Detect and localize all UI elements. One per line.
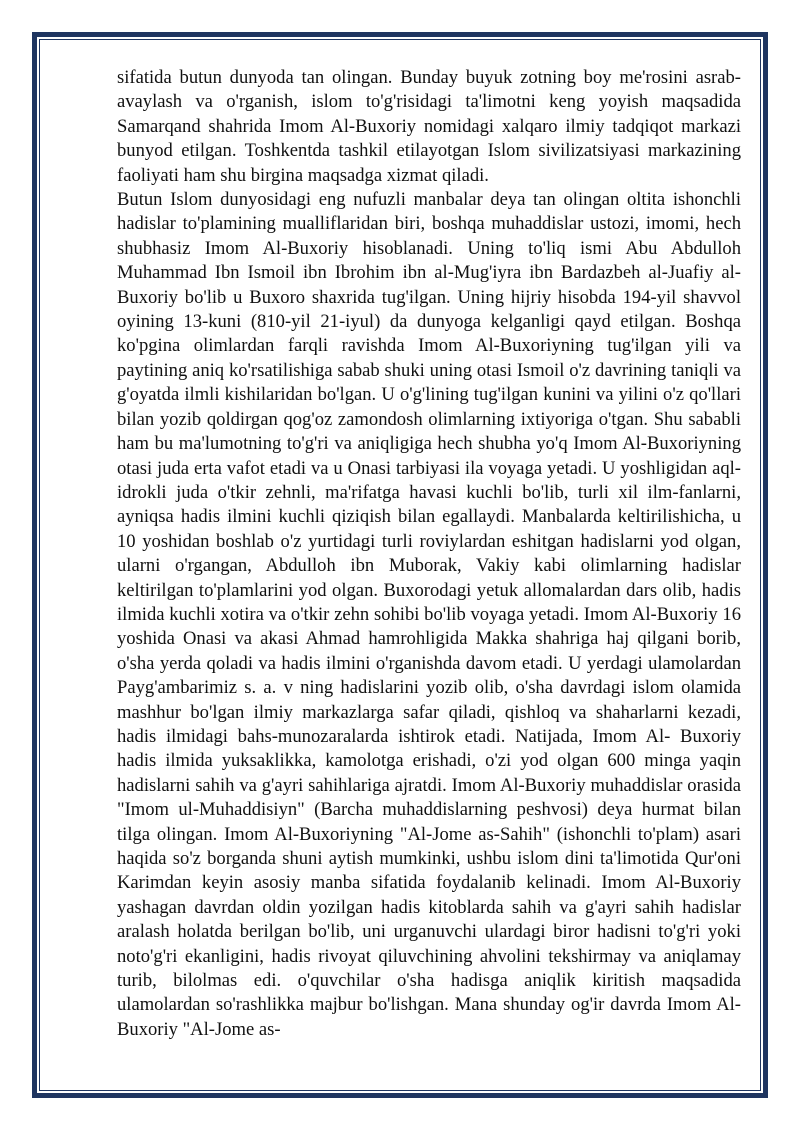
document-body [117, 66, 741, 1042]
paragraph-continuation: sifatida butun dunyoda tan olingan. Bunday buyuk zotning boy me'rosini asrab-avaylash va o'rganish, islom to'g'risidagi ta'limotni keng yoyish maqsadida Samarqand shahrida Imom Al-Buxoriy nomidagi xalqaro ilmiy tadqiqot markazi bunyod etilgan. Toshkentda tashkil etilayotgan Islom sivilizatsiyasi markazining faoliyati ham shu birgina maqsadga xizmat qiladi. [117, 67, 741, 186]
paragraph-imom-al-buxoriy-biography: Butun Islom dunyosidagi eng nufuzli manbalar deya tan olingan oltita ishonchli hadislar to'plamining mualliflaridan biri, boshqa muhaddislar ustozi, imomi, hech shubhasiz Imom Al-Buxoriy hisoblanadi. Uning to'liq ismi Abu Abdulloh Muhammad Ibn Ismoil ibn Ibrohim ibn al-Mug'iyra ibn Bardazbeh al-Juafiy al-Buxoriy bo'lib u Buxoro shaxrida tug'ilgan. Uning hijriy hisobda 194-yil shavvol oyining 13-kuni (810-yil 21-iyul) da dunyoga kelganligi qayd etilgan. Boshqa ko'pgina olimlardan farqli ravishda Imom Al-Buxoriyning tug'ilgan yili va paytining aniq ko'rsatilishiga sabab shuki uning otasi Ismoil o'z davrining taniqli va g'oyatda ilmli kishilaridan bo'lgan. U o'g'lining tug'ilgan kunini va yilini o'z qo'llari bilan yozib qoldirgan qog'oz zamondosh olimlarning ixtiyoriga o'tgan. Shu sababli ham bu ma'lumotning to'g'ri va aniqligiga hech shubha yo'q Imom Al-Buxoriyning otasi juda erta vafot etadi va u Onasi tarbiyasi ila voyaga yetadi. U yoshligidan aql-idrokli juda o'tkir zehnli, ma'rifatga havasi kuchli bo'lib, turli xil ilm-fanlarni, ayniqsa hadis ilmini kuchli qiziqish bilan egallaydi. Manbalarda keltirilishicha, u 10 yoshidan boshlab o'z yurtidagi turli roviylardan eshitgan hadislarni yod olgan, ularni o'rgangan, Abdulloh ibn Muborak, Vakiy kabi olimlarning hadislar keltirilgan to'plamlarini yod olgan. Buxorodagi yetuk allomalardan dars olib, hadis ilmida kuchli xotira va o'tkir zehn sohibi bo'lib voyaga yetadi. Imom Al-Buxoriy 16 yoshida Onasi va akasi Ahmad hamrohligida Makka shahriga haj qilgani borib, o'sha yerda qoladi va hadis ilmini o'rganishda davom etadi. U yerdagi ulamolardan Payg'ambarimiz s. a. v ning hadislarini yozib olib, o'sha davrdagi islom olamida mashhur bo'lgan ilmiy markazlarga safar qiladi, qishloq va shaharlarni kezadi, hadis ilmidagi bahs-munozaralarda ishtirok etadi. Natijada, Imom Al- Buxoriy hadis ilmida yuksaklikka, kamolotga erishadi, o'zi yod olgan 600 minga yaqin hadislarni sahih va g'ayri sahihlariga ajratdi. Imom Al-Buxoriy muhaddislar orasida "Imom ul-Muhaddisiyn" (Barcha muhaddislarning peshvosi) deya hurmat bilan tilga olingan. Imom Al-Buxoriyning "Al-Jome as-Sahih" (ishonchli to'plam) asari haqida so'z borganda shuni aytish mumkinki, ushbu islom dini ta'limotida Qur'oni Karimdan keyin asosiy manba sifatida foydalanib kelinadi. Imom Al-Buxoriy yashagan davrdan oldin yozilgan hadis kitoblarda sahih va g'ayri sahih hadislar aralash holatda berilgan bo'lib, uni urganuvchi ulardagi biror hadisni to'g'ri yoki noto'g'ri ekanligini, hadis rivoyat qiluvchining ahvolini tekshirmay va aniqlamay turib, bilolmas edi. o'quvchilar o'sha hadisga aniqlik kiritish maqsadida ulamolardan so'rashlikka majbur bo'lishgan. Mana shunday og'ir davrda Imom Al-Buxoriy "Al-Jome as- [117, 189, 741, 1040]
